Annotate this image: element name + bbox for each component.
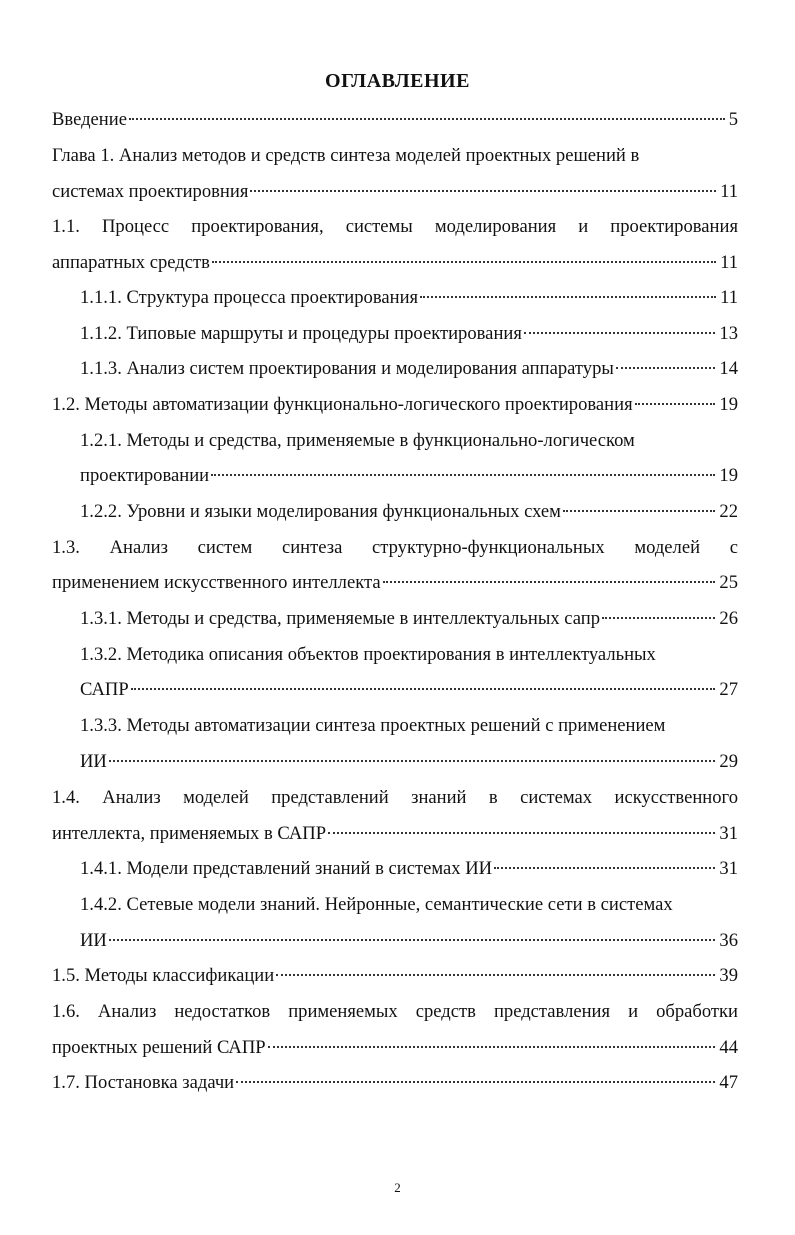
toc-entry-text: 1.3.2. Методика описания объектов проектирования в интеллектуальных <box>80 644 656 665</box>
toc-entry-1-3-3-line-1[interactable] <box>80 714 738 738</box>
dot-leader <box>383 581 716 583</box>
toc-entry-1-4-2-line-2[interactable] <box>80 929 738 953</box>
dot-leader <box>420 296 716 298</box>
toc-entry-text: аппаратных средств <box>52 252 210 273</box>
toc-entry-1-4-1[interactable] <box>80 857 738 881</box>
dot-leader <box>129 118 725 120</box>
toc-entry-text: 1.2. Методы автоматизации функционально-логического проектирования <box>52 394 633 415</box>
toc-entry-text: 1.1.3. Анализ систем проектирования и моделирования аппаратуры <box>80 358 614 379</box>
toc-entry-text: Глава 1. Анализ методов и средств синтеза моделей проектных решений в <box>52 145 640 166</box>
toc-entry-1-4-2-line-1[interactable] <box>80 893 738 917</box>
toc-page-number: 31 <box>719 858 738 879</box>
dot-leader <box>236 1081 715 1083</box>
toc-entry-text: 1.4. Анализ моделей представлений знаний в системах искусственного <box>52 787 738 808</box>
toc-entry-text: 1.4.2. Сетевые модели знаний. Нейронные, семантические сети в системах <box>80 894 673 915</box>
toc-page-number: 36 <box>719 930 738 951</box>
toc-entry-text: 1.3.1. Методы и средства, применяемые в интеллектуальных сапр <box>80 608 601 629</box>
toc-entry-text: 1.7. Постановка задачи <box>52 1072 235 1093</box>
dot-leader <box>211 474 715 476</box>
dot-leader <box>494 867 715 869</box>
dot-leader <box>635 403 716 405</box>
toc-entry-text: 1.5. Методы классификации <box>52 965 275 986</box>
toc-entry-1-1-line-1[interactable] <box>52 215 738 239</box>
dot-leader <box>109 760 716 762</box>
toc-entry-text: Введение <box>52 109 127 130</box>
toc-entry-text: 1.1.1. Структура процесса проектирования <box>80 287 419 308</box>
toc-page-number: 27 <box>719 679 738 700</box>
page-number-footer: 2 <box>394 1180 401 1195</box>
toc-entry-text: САПР <box>80 679 129 700</box>
toc-page-number: 13 <box>719 323 738 344</box>
dot-leader <box>616 367 716 369</box>
dot-leader <box>268 1046 716 1048</box>
toc-entry-1-4-line-1[interactable] <box>52 786 738 810</box>
toc-entry-1-3-line-2[interactable] <box>52 571 738 595</box>
toc-entry-1-1-2[interactable] <box>80 322 738 346</box>
dot-leader <box>109 939 716 941</box>
toc-entry-text: 1.4.1. Модели представлений знаний в системах ИИ <box>80 858 493 879</box>
toc-page-number: 11 <box>720 287 738 308</box>
toc-entry-1-3-1[interactable] <box>80 607 738 631</box>
toc-entry-text: проектировании <box>80 465 210 486</box>
toc-entry-text: 1.3. Анализ систем синтеза структурно-функциональных моделей с <box>52 537 738 558</box>
toc-page-number: 11 <box>720 252 738 273</box>
toc-entry-intro[interactable] <box>52 108 738 132</box>
toc-entry-chapter-1-line-1[interactable] <box>52 144 738 168</box>
toc-entry-1-2-1-line-1[interactable] <box>80 429 738 453</box>
toc-entry-1-5[interactable] <box>52 964 738 988</box>
dot-leader <box>131 688 716 690</box>
toc-entry-1-2[interactable] <box>52 393 738 417</box>
page-title: ОГЛАВЛЕНИЕ <box>325 70 470 92</box>
toc-entry-1-1-1[interactable] <box>80 286 738 310</box>
toc-page-number: 47 <box>719 1072 738 1093</box>
dot-leader <box>563 510 715 512</box>
toc-entry-1-7[interactable] <box>52 1071 738 1095</box>
toc-page-number: 31 <box>719 823 738 844</box>
toc-page-number: 44 <box>719 1037 738 1058</box>
toc-entry-text: проектных решений САПР <box>52 1037 266 1058</box>
toc-entry-1-3-2-line-1[interactable] <box>80 643 738 667</box>
toc-entry-1-1-line-2[interactable] <box>52 251 738 275</box>
toc-entry-1-3-2-line-2[interactable] <box>80 678 738 702</box>
dot-leader <box>602 617 715 619</box>
toc-page-number: 11 <box>720 181 738 202</box>
dot-leader <box>524 332 716 334</box>
toc-entry-1-6-line-2[interactable] <box>52 1036 738 1060</box>
toc-entry-1-1-3[interactable] <box>80 357 738 381</box>
toc-entry-text: 1.2.1. Методы и средства, применяемые в функционально-логическом <box>80 430 635 451</box>
toc-page-number: 19 <box>719 465 738 486</box>
toc-page-number: 5 <box>728 109 738 130</box>
toc-entry-text: интеллекта, применяемых в САПР <box>52 823 327 844</box>
toc-page-number: 39 <box>719 965 738 986</box>
toc-page-number: 25 <box>719 572 738 593</box>
dot-leader <box>212 261 716 263</box>
toc-entry-chapter-1-line-2[interactable] <box>52 180 738 204</box>
toc-entry-text: 1.1.2. Типовые маршруты и процедуры проектирования <box>80 323 522 344</box>
toc-entry-1-4-line-2[interactable] <box>52 822 738 846</box>
toc-page-number: 19 <box>719 394 738 415</box>
toc-entry-1-6-line-1[interactable] <box>52 1000 738 1024</box>
toc-entry-text: 1.3.3. Методы автоматизации синтеза проектных решений с применением <box>80 715 666 736</box>
toc-entry-text: применением искусственного интеллекта <box>52 572 381 593</box>
toc-page-number: 14 <box>719 358 738 379</box>
toc-page-number: 22 <box>719 501 738 522</box>
toc-entry-1-3-line-1[interactable] <box>52 536 738 560</box>
dot-leader <box>328 832 715 834</box>
toc-page-number: 26 <box>719 608 738 629</box>
dot-leader <box>250 190 716 192</box>
toc-entry-text: 1.6. Анализ недостатков применяемых средств представления и обработки <box>52 1001 738 1022</box>
toc-entry-text: 1.1. Процесс проектирования, системы моделирования и проектирования <box>52 216 738 237</box>
toc-entry-text: ИИ <box>80 930 107 951</box>
toc-entry-1-3-3-line-2[interactable] <box>80 750 738 774</box>
toc-entry-1-2-2[interactable] <box>80 500 738 524</box>
dot-leader <box>276 974 715 976</box>
toc-entry-text: 1.2.2. Уровни и языки моделирования функциональных схем <box>80 501 561 522</box>
toc-entry-text: системах проектировния <box>52 181 249 202</box>
toc-page-number: 29 <box>719 751 738 772</box>
toc-entry-1-2-1-line-2[interactable] <box>80 464 738 488</box>
toc-entry-text: ИИ <box>80 751 107 772</box>
